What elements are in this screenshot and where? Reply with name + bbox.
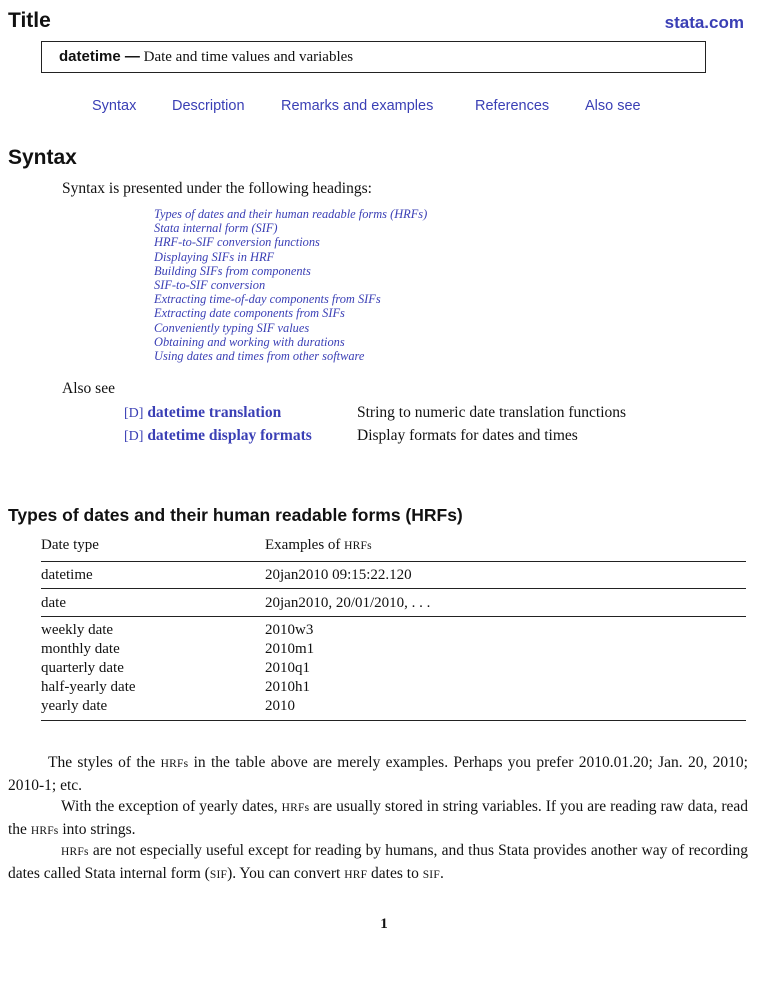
table-cell-example: 2010 xyxy=(265,698,295,714)
table-cell-example: 20jan2010 09:15:22.120 xyxy=(265,567,412,583)
nav-syntax[interactable]: Syntax xyxy=(92,98,137,114)
smallcaps-abbr: SIF xyxy=(209,869,228,881)
paragraph xyxy=(8,840,748,886)
table-cell-example: 2010m1 xyxy=(265,641,315,657)
smallcaps-abbr: HRFs xyxy=(30,825,59,837)
table-cell-type: date xyxy=(41,595,66,611)
syntax-toc xyxy=(154,207,427,363)
also-see-entry[interactable] xyxy=(124,404,281,422)
text-run: The styles of the xyxy=(48,754,161,771)
manual-tag: [D] xyxy=(124,429,144,444)
text-run: into strings. xyxy=(58,821,136,838)
toc-item-displaying-sifs[interactable]: Displaying SIFs in HRF xyxy=(154,249,275,264)
nav-remarks-and-examples[interactable]: Remarks and examples xyxy=(281,98,434,114)
site-link[interactable]: stata.com xyxy=(664,13,744,32)
also-see-label: Also see xyxy=(62,380,115,397)
toc-item-extracting-date[interactable]: Extracting date components from SIFs xyxy=(154,306,345,321)
also-see-description: String to numeric date translation functions xyxy=(357,404,627,421)
command-description: Date and time values and variables xyxy=(143,49,354,65)
text-run: are usually stored in string variables. If you are reading raw data, read the xyxy=(8,798,749,838)
toc-item-sif-to-sif[interactable]: SIF-to-SIF conversion xyxy=(154,278,266,293)
table-cell-example: 20jan2010, 20/01/2010, . . . xyxy=(265,595,431,611)
nav-description[interactable]: Description xyxy=(172,98,245,114)
paragraph xyxy=(8,796,748,842)
also-see-link[interactable]: datetime translation xyxy=(147,404,282,421)
page-title: Title xyxy=(8,9,51,32)
page-number: 1 xyxy=(380,916,388,932)
table-cell-type: weekly date xyxy=(41,622,114,638)
table-cell-type: half-yearly date xyxy=(41,679,136,695)
toc-item-stata-internal-form[interactable]: Stata internal form (SIF) xyxy=(154,221,278,236)
toc-item-extracting-time-of-day[interactable]: Extracting time-of-day components from SIFs xyxy=(154,292,381,307)
table-cell-type: yearly date xyxy=(41,698,108,714)
toc-item-building-sifs[interactable]: Building SIFs from components xyxy=(154,263,311,278)
table-cell-example: 2010h1 xyxy=(265,679,310,695)
manual-tag: [D] xyxy=(124,406,144,421)
table-rule xyxy=(41,588,746,589)
also-see-entry[interactable] xyxy=(124,427,312,445)
table-rule xyxy=(41,720,746,721)
toc-item-durations[interactable]: Obtaining and working with durations xyxy=(154,334,345,349)
toc-item-hrf-to-sif[interactable]: HRF-to-SIF conversion functions xyxy=(154,235,320,250)
text-run: . xyxy=(439,865,444,882)
text-run: ). You can convert xyxy=(227,865,345,882)
table-rule xyxy=(41,561,746,562)
toc-item-typing-sif-values[interactable]: Conveniently typing SIF values xyxy=(154,320,310,335)
syntax-heading: Syntax xyxy=(8,146,77,169)
toc-item-types-of-dates[interactable]: Types of dates and their human readable forms (HRFs) xyxy=(154,207,428,221)
command-name: datetime — xyxy=(59,48,140,65)
also-see-description: Display formats for dates and times xyxy=(357,427,578,444)
table-rule xyxy=(41,616,746,617)
column-header-text: Examples of xyxy=(265,537,345,553)
nav-references[interactable]: References xyxy=(475,98,550,114)
text-run: in the table above are merely examples. Perhaps you prefer 2010.01.20; Jan. 20, 2010; 2010-1; etc. xyxy=(8,754,748,794)
table-cell-example: 2010q1 xyxy=(265,660,310,676)
table-cell-example: 2010w3 xyxy=(265,622,314,638)
text-run: dates to xyxy=(367,865,423,882)
toc-item-other-software[interactable]: Using dates and times from other software xyxy=(154,349,365,364)
table-cell-type: monthly date xyxy=(41,641,120,657)
smallcaps-abbr: HRFs xyxy=(281,802,310,814)
text-run: are not especially useful except for reading by humans, and thus Stata provides another way of recording dates called Stata internal form ( xyxy=(8,842,748,882)
syntax-intro: Syntax is presented under the following headings: xyxy=(62,180,372,197)
text-run: With the exception of yearly dates, xyxy=(61,798,282,815)
paragraph xyxy=(8,752,748,796)
smallcaps-abbr: HRF xyxy=(344,869,368,881)
nav-also-see[interactable]: Also see xyxy=(585,98,641,114)
smallcaps-abbr: HRFs xyxy=(61,846,89,858)
table-cell-type: quarterly date xyxy=(41,660,124,676)
smallcaps-abbr: HRFs xyxy=(160,758,189,770)
column-header-date-type: Date type xyxy=(41,537,99,553)
column-header-examples xyxy=(265,537,372,554)
also-see-link[interactable]: datetime display formats xyxy=(147,427,312,444)
title-box xyxy=(41,41,706,73)
smallcaps-abbr: SIF xyxy=(422,869,440,881)
types-heading: Types of dates and their human readable forms (HRFs) xyxy=(8,504,463,525)
smallcaps-abbr: HRFs xyxy=(344,540,372,552)
table-cell-type: datetime xyxy=(41,567,93,583)
